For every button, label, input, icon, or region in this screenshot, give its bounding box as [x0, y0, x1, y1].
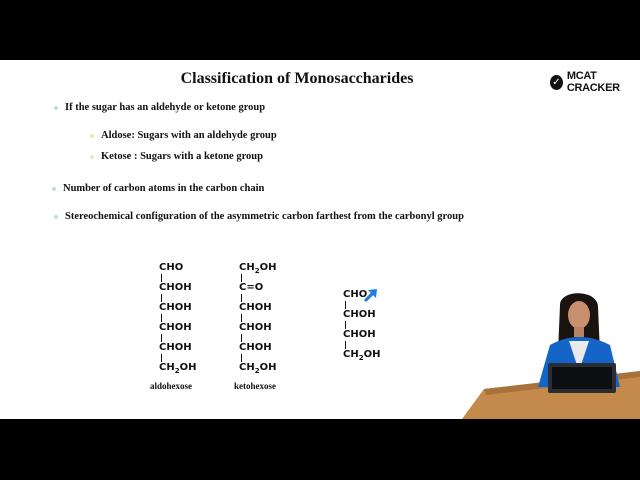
bullet-dot-icon — [52, 187, 56, 191]
single-bond — [159, 313, 196, 323]
bullet-dot-icon — [54, 106, 58, 110]
chem-group: $CH_2OH$ — [343, 349, 381, 362]
sub-bullet-item — [90, 130, 277, 141]
chem-group: CHOH — [239, 342, 272, 353]
chem-group: $CH_2OH$ — [159, 362, 197, 375]
bullet-item — [52, 183, 264, 194]
chem-group: $CH_2OH$ — [239, 262, 277, 275]
chem-group: CHOH — [159, 322, 192, 333]
chem-group: CHO — [159, 262, 184, 273]
slide-title: Classification of Monosaccharides — [180, 70, 414, 87]
single-bond — [239, 273, 276, 283]
sub-bullet-item — [90, 151, 263, 162]
chem-group: CHOH — [159, 282, 192, 293]
chem-group: CHOH — [343, 329, 376, 340]
single-bond — [159, 273, 196, 283]
chem-group: $CH_2OH$ — [239, 362, 277, 375]
ketohexose-caption: ketohexose — [234, 381, 276, 391]
aldohexose-caption: aldohexose — [150, 381, 193, 391]
single-bond — [239, 353, 276, 363]
single-bond — [239, 313, 276, 323]
ketohexose-structure — [239, 263, 276, 373]
single-bond — [159, 293, 196, 303]
chem-group: CHOH — [343, 309, 376, 320]
sub-bullet-text: Ketose : Sugars with a ketone group — [101, 151, 263, 162]
single-bond — [239, 293, 276, 303]
single-bond — [159, 333, 196, 343]
chem-group: CHOH — [159, 342, 192, 353]
chem-group: C=O — [239, 282, 264, 293]
bullet-item — [54, 211, 464, 222]
chem-group: CHO — [343, 289, 368, 300]
bullet-text: Number of carbon atoms in the carbon chain — [63, 183, 265, 194]
single-bond — [239, 333, 276, 343]
bullet-text: Stereochemical configuration of the asymmetric carbon farthest from the carbonyl group — [65, 211, 464, 222]
aldohexose-structure — [159, 263, 196, 373]
sub-bullet-text: Aldose: Sugars with an aldehyde group — [101, 130, 277, 141]
single-bond — [159, 353, 196, 363]
pointer-arrow-icon — [364, 288, 378, 302]
chem-group: CHOH — [239, 322, 272, 333]
chem-group: CHOH — [159, 302, 192, 313]
slide — [0, 60, 640, 419]
logo — [550, 70, 640, 94]
bullet-dot-icon — [90, 155, 94, 159]
bullet-dot-icon — [90, 134, 94, 138]
single-bond — [343, 340, 380, 350]
check-circle-icon: ✓ — [550, 75, 563, 90]
bullet-dot-icon — [54, 215, 58, 219]
presenter-video — [462, 285, 640, 419]
bullet-item — [54, 102, 265, 113]
single-bond — [343, 320, 380, 330]
bullet-text: If the sugar has an aldehyde or ketone group — [65, 102, 266, 113]
logo-text: MCAT CRACKER — [566, 70, 620, 94]
chem-group: CHOH — [239, 302, 272, 313]
